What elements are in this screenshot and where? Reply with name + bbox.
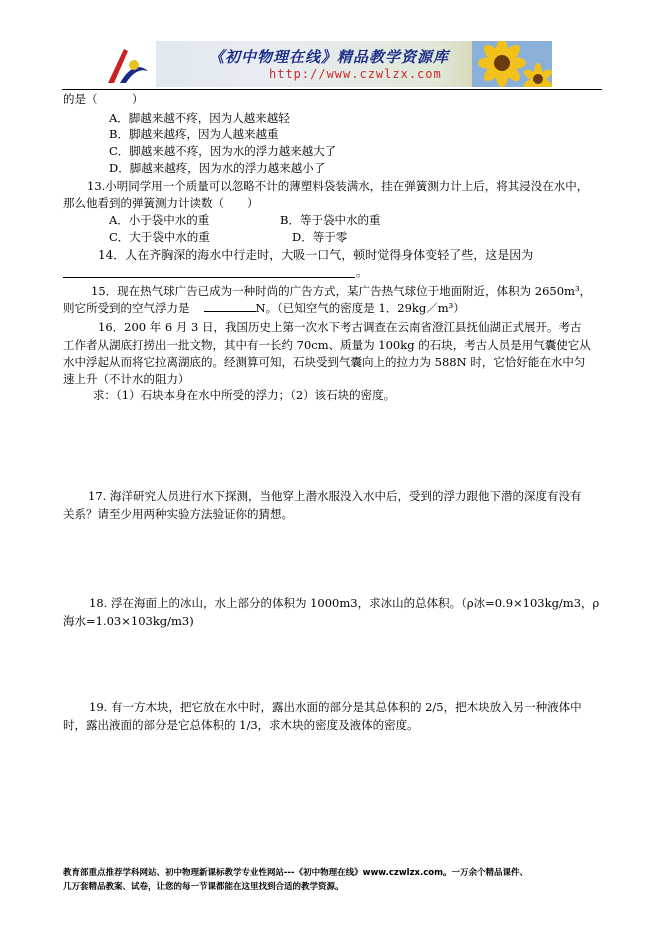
q16-line2: 工作者从湖底打捞出一批文物，其中有一长约 70cm、质量为 100kg 的石块，考古人员是用气囊使它从 — [63, 338, 591, 352]
page-footer — [63, 866, 528, 894]
sunflower-icon — [472, 41, 552, 87]
q13-line2: 那么他看到的弹簧测力计读数（ ） — [63, 196, 259, 210]
q19-line1: 19. 有一方木块，把它放在水中时，露出水面的部分是其总体积的 2/5，把木块放入另一种液体中 — [89, 700, 582, 714]
q15-answer-blank — [204, 300, 256, 312]
q15-line2-post: N。（已知空气的密度是 1．29kg／m³） — [255, 301, 465, 315]
q12-option-b: B．脚越来越疼，因为人越来越重 — [109, 127, 279, 141]
q14-end: 。 — [356, 265, 368, 279]
q16-line3: 水中浮起从而将它拉离湖底的。经测算可知，石块受到气囊向上的拉力为 588N 时，它恰好能在水中匀 — [63, 355, 586, 369]
q12-option-a: A．脚越来越不疼，因为人越来越轻 — [109, 111, 290, 125]
q14-answer-blank — [63, 266, 355, 278]
q12-option-d: D．脚越来越疼，因为水的浮力越来越小了 — [109, 161, 326, 175]
q19-line2: 时，露出液面的部分是它总体积的 1/3，求木块的密度及液体的密度。 — [63, 718, 419, 732]
q13-option-b: B．等于袋中水的重 — [280, 213, 381, 227]
footer-line1: 教育部重点推荐学科网站、初中物理新课标教学专业性网站---《初中物理在线》www.czwlzx.com。一万余个精品课件、 — [63, 868, 528, 878]
q17-line1: 17. 海洋研究人员进行水下探测，当他穿上潜水服没入水中后，受到的浮力跟他下潜的深度有没有 — [88, 489, 582, 503]
q13-option-a: A．小于袋中水的重 — [109, 213, 210, 227]
q15-line1: 15．现在热气球广告已成为一种时尚的广告方式，某广告热气球位于地面附近，体积为 2650m³， — [91, 284, 592, 298]
q13-option-d: D．等于零 — [292, 230, 348, 244]
q13-option-c: C．大于袋中水的重 — [109, 230, 210, 244]
banner-title: 《初中物理在线》精品教学资源库 — [209, 48, 450, 66]
q16-line5: 求：（1）石块本身在水中所受的浮力；（2）该石块的密度。 — [93, 388, 396, 402]
q17-line2: 关系？请至少用两种实验方法验证你的猜想。 — [63, 507, 293, 521]
q14-line1: 14．人在齐胸深的海水中行走时，大吸一口气，顿时觉得身体变轻了些，这是因为 — [98, 248, 534, 262]
q16-line1: 16．200 年 6 月 3 日，我国历史上第一次水下考古调查在云南省澄江县抚仙湖正式展开。考古 — [98, 320, 582, 334]
q16-line4: 速上升（不计水的阻力） — [63, 372, 190, 386]
footer-line2: 几万套精品教案、试卷，让您的每一节课都能在这里找到合适的教学资源。 — [63, 882, 344, 892]
q18-line2: 海水=1.03×103kg/m3) — [63, 614, 194, 628]
header-banner — [94, 41, 552, 87]
site-logo — [94, 41, 156, 87]
q12-stem-end: 的是（ ） — [63, 92, 144, 106]
header-divider — [62, 89, 602, 90]
q13-line1: 13.小明同学用一个质量可以忽略不计的薄塑料袋装满水，挂在弹簧测力计上后，将其浸没在水中， — [87, 179, 589, 193]
q12-option-c: C．脚越来越不疼，因为水的浮力越来越大了 — [109, 144, 337, 158]
banner-url[interactable]: http://www.czwlzx.com — [269, 67, 442, 81]
q18-line1: 18. 浮在海面上的冰山，水上部分的体积为 1000m3，求冰山的总体积。（ρ冰=0.9×103kg/m3，ρ — [89, 596, 600, 610]
q15-line2 — [63, 300, 465, 315]
q15-line2-pre: 则它所受到的空气浮力是 — [63, 301, 190, 315]
logo-mark-icon — [94, 41, 156, 87]
